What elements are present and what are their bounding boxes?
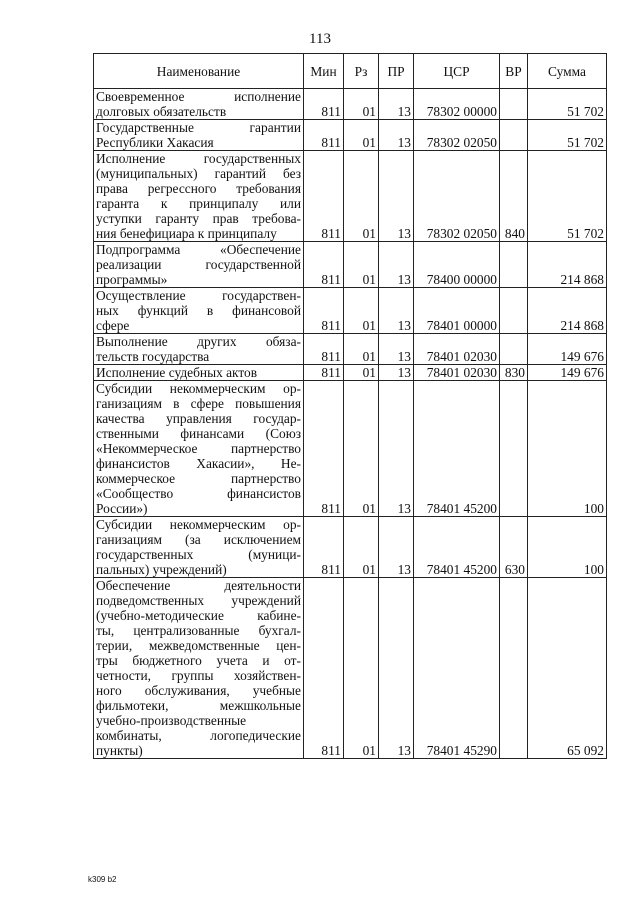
cell-pr: 13 xyxy=(379,334,414,365)
cell-name xyxy=(94,242,304,288)
name-line: права регрессного требования xyxy=(96,181,301,196)
table-row xyxy=(94,365,607,381)
cell-min: 811 xyxy=(304,120,344,151)
name-line: ных функций в финансовой xyxy=(96,303,301,318)
name-line: сфере xyxy=(96,318,130,333)
name-line: Исполнение государственных xyxy=(96,151,301,166)
cell-min: 811 xyxy=(304,242,344,288)
cell-pr: 13 xyxy=(379,89,414,120)
name-line: коммерческое партнерство xyxy=(96,471,301,486)
cell-vr xyxy=(500,334,528,365)
name-line: России») xyxy=(96,501,148,516)
cell-name xyxy=(94,365,304,381)
cell-rz: 01 xyxy=(344,242,379,288)
cell-min: 811 xyxy=(304,578,344,759)
cell-csr: 78401 45200 xyxy=(414,381,500,517)
name-line: программы» xyxy=(96,272,168,287)
cell-pr: 13 xyxy=(379,365,414,381)
cell-vr xyxy=(500,89,528,120)
name-line: ганизациям в сфере повышения xyxy=(96,396,301,411)
cell-rz: 01 xyxy=(344,89,379,120)
cell-vr xyxy=(500,242,528,288)
name-line: государственных (муници- xyxy=(96,547,301,562)
cell-rz: 01 xyxy=(344,517,379,578)
cell-pr: 13 xyxy=(379,120,414,151)
cell-min: 811 xyxy=(304,288,344,334)
cell-vr: 840 xyxy=(500,151,528,242)
name-line: учебно-производственные xyxy=(96,713,247,728)
cell-sum: 214 868 xyxy=(528,288,607,334)
footer-code: k309 b2 xyxy=(88,875,117,884)
budget-table xyxy=(93,53,607,759)
cell-min: 811 xyxy=(304,334,344,365)
cell-name xyxy=(94,151,304,242)
cell-vr xyxy=(500,288,528,334)
page-number: 113 xyxy=(309,31,331,47)
column-header-sum: Сумма xyxy=(528,54,607,89)
name-line: Подпрограмма «Обеспечение xyxy=(96,242,301,257)
name-line: Своевременное исполнение xyxy=(96,89,301,104)
name-line: Осуществление государствен- xyxy=(96,288,301,303)
table-row xyxy=(94,578,607,759)
name-line: Субсидии некоммерческим ор- xyxy=(96,517,301,532)
cell-pr: 13 xyxy=(379,288,414,334)
table-row xyxy=(94,151,607,242)
name-line: четности, группы хозяйствен- xyxy=(96,668,301,683)
column-header-name: Наименование xyxy=(94,54,304,89)
cell-sum: 214 868 xyxy=(528,242,607,288)
cell-name xyxy=(94,89,304,120)
cell-min: 811 xyxy=(304,517,344,578)
cell-csr: 78302 02050 xyxy=(414,120,500,151)
name-line: долговых обязательств xyxy=(96,104,227,119)
name-line: тельств государства xyxy=(96,349,210,364)
column-header-csr: ЦСР xyxy=(414,54,500,89)
column-header-min: Мин xyxy=(304,54,344,89)
cell-min: 811 xyxy=(304,381,344,517)
cell-rz: 01 xyxy=(344,381,379,517)
cell-rz: 01 xyxy=(344,151,379,242)
name-line: Исполнение судебных актов xyxy=(96,365,258,380)
cell-pr: 13 xyxy=(379,151,414,242)
name-line: «Некоммерческое партнерство xyxy=(96,441,301,456)
name-line: терии, межведомственные цен- xyxy=(96,638,301,653)
cell-rz: 01 xyxy=(344,334,379,365)
name-line: комбинаты, логопедические xyxy=(96,728,301,743)
cell-pr: 13 xyxy=(379,578,414,759)
name-line: Обеспечение деятельности xyxy=(96,578,301,593)
name-line: (учебно-методические кабине- xyxy=(96,608,301,623)
name-line: уступки гаранту прав требова- xyxy=(96,211,301,226)
name-line: Выполнение других обяза- xyxy=(96,334,301,349)
table-row xyxy=(94,120,607,151)
cell-sum: 51 702 xyxy=(528,89,607,120)
name-line: Республики Хакасия xyxy=(96,135,214,150)
cell-csr: 78401 45290 xyxy=(414,578,500,759)
name-line: Государственные гарантии xyxy=(96,120,301,135)
table-row xyxy=(94,334,607,365)
column-header-pr: ПР xyxy=(379,54,414,89)
cell-min: 811 xyxy=(304,89,344,120)
cell-pr: 13 xyxy=(379,242,414,288)
cell-vr: 630 xyxy=(500,517,528,578)
name-line: ния бенефициара к принципалу xyxy=(96,226,277,241)
cell-sum: 100 xyxy=(528,517,607,578)
cell-rz: 01 xyxy=(344,365,379,381)
table-row xyxy=(94,89,607,120)
cell-csr: 78401 02030 xyxy=(414,334,500,365)
name-line: пальных) учреждений) xyxy=(96,562,227,577)
cell-name xyxy=(94,578,304,759)
cell-sum: 100 xyxy=(528,381,607,517)
cell-rz: 01 xyxy=(344,120,379,151)
name-line: «Сообщество финансистов xyxy=(96,486,301,501)
table-body xyxy=(94,89,607,759)
cell-name xyxy=(94,381,304,517)
name-line: (муниципальных) гарантий без xyxy=(96,166,301,181)
table-row xyxy=(94,517,607,578)
cell-name xyxy=(94,120,304,151)
cell-name xyxy=(94,517,304,578)
cell-sum: 51 702 xyxy=(528,151,607,242)
cell-vr xyxy=(500,120,528,151)
name-line: фильмотеки, межшкольные xyxy=(96,698,301,713)
name-line: подведомственных учреждений xyxy=(96,593,301,608)
cell-csr: 78400 00000 xyxy=(414,242,500,288)
cell-sum: 149 676 xyxy=(528,334,607,365)
cell-rz: 01 xyxy=(344,288,379,334)
cell-csr: 78302 00000 xyxy=(414,89,500,120)
name-line: финансистов Хакасии», Не- xyxy=(96,456,301,471)
cell-name xyxy=(94,288,304,334)
cell-csr: 78302 02050 xyxy=(414,151,500,242)
name-line: пункты) xyxy=(96,743,143,758)
name-line: гаранта к принципалу или xyxy=(96,196,301,211)
name-line: ганизациям (за исключением xyxy=(96,532,301,547)
table-row xyxy=(94,288,607,334)
cell-csr: 78401 02030 xyxy=(414,365,500,381)
cell-vr xyxy=(500,578,528,759)
column-header-rz: Рз xyxy=(344,54,379,89)
cell-sum: 149 676 xyxy=(528,365,607,381)
name-line: тры бюджетного учета и от- xyxy=(96,653,301,668)
cell-name xyxy=(94,334,304,365)
cell-csr: 78401 45200 xyxy=(414,517,500,578)
name-line: ственными финансами (Союз xyxy=(96,426,301,441)
cell-sum: 51 702 xyxy=(528,120,607,151)
cell-vr: 830 xyxy=(500,365,528,381)
column-header-vr: ВР xyxy=(500,54,528,89)
cell-pr: 13 xyxy=(379,381,414,517)
name-line: реализации государственной xyxy=(96,257,301,272)
cell-pr: 13 xyxy=(379,517,414,578)
cell-vr xyxy=(500,381,528,517)
name-line: качества управления государ- xyxy=(96,411,301,426)
name-line: ного обслуживания, учебные xyxy=(96,683,301,698)
table-row xyxy=(94,381,607,517)
table-row xyxy=(94,242,607,288)
cell-sum: 65 092 xyxy=(528,578,607,759)
cell-min: 811 xyxy=(304,151,344,242)
name-line: ты, централизованные бухгал- xyxy=(96,623,301,638)
table-header-row xyxy=(94,54,607,89)
name-line: Субсидии некоммерческим ор- xyxy=(96,381,301,396)
cell-min: 811 xyxy=(304,365,344,381)
cell-csr: 78401 00000 xyxy=(414,288,500,334)
cell-rz: 01 xyxy=(344,578,379,759)
